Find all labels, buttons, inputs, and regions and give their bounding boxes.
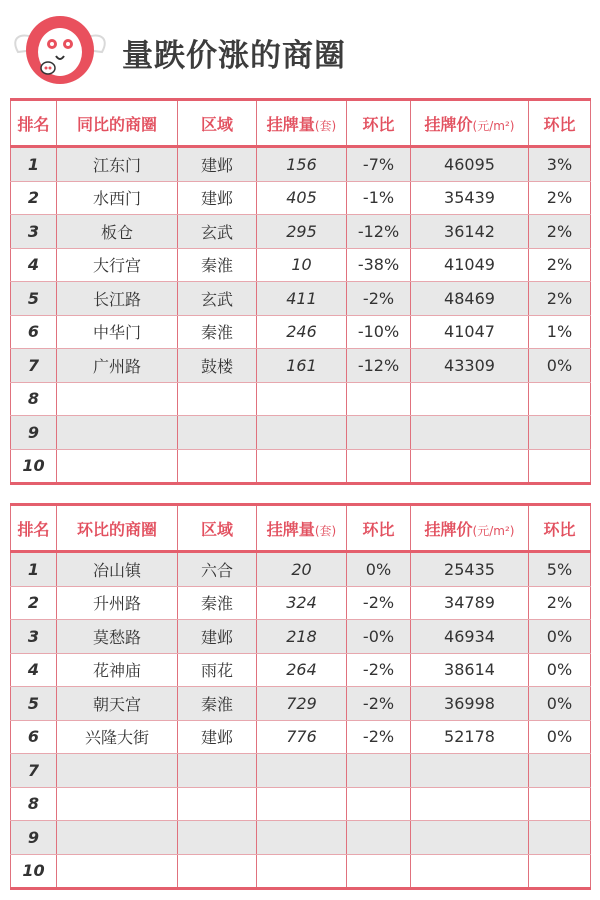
col-rank: 排名: [11, 100, 57, 147]
col-price-unit: (元/m²): [472, 118, 515, 133]
table-row: [11, 416, 591, 450]
table-row: [11, 687, 591, 721]
cell-price: [411, 787, 529, 821]
cell-price: [411, 449, 529, 484]
cell-price: 41047: [411, 315, 529, 349]
cell-listings-mom: [347, 449, 411, 484]
cell-listings-mom: [347, 382, 411, 416]
cell-district: 花神庙: [57, 653, 178, 687]
col-region: 区域: [178, 505, 257, 552]
cell-price: [411, 821, 529, 855]
cell-rank: 10: [11, 449, 57, 484]
col-price-mom: 环比: [529, 505, 591, 552]
cell-listings: [257, 416, 347, 450]
col-price-label: 挂牌价: [424, 114, 473, 134]
cell-rank: 4: [11, 653, 57, 687]
cell-listings: 246: [257, 315, 347, 349]
col-listings-label: 挂牌量: [266, 519, 315, 539]
table-row: [11, 787, 591, 821]
cell-district: 大行宫: [57, 248, 178, 282]
table-row: [11, 653, 591, 687]
cell-rank: 10: [11, 854, 57, 889]
cell-district: 长江路: [57, 282, 178, 316]
cell-listings: 20: [257, 552, 347, 587]
cell-price-mom: [529, 449, 591, 484]
cell-price-mom: 2%: [529, 282, 591, 316]
col-price-mom: 环比: [529, 100, 591, 147]
cell-listings-mom: -2%: [347, 653, 411, 687]
cell-region: [178, 854, 257, 889]
cell-listings-mom: -2%: [347, 282, 411, 316]
cell-listings: 264: [257, 653, 347, 687]
cell-rank: 6: [11, 315, 57, 349]
cell-listings: [257, 382, 347, 416]
cell-region: 建邺: [178, 720, 257, 754]
cell-district: 江东门: [57, 147, 178, 182]
col-price-unit: (元/m²): [472, 523, 515, 538]
cell-price: 36998: [411, 687, 529, 721]
cell-price-mom: 2%: [529, 586, 591, 620]
cell-listings-mom: [347, 821, 411, 855]
cell-price-mom: [529, 754, 591, 788]
table-row: [11, 282, 591, 316]
cell-listings-mom: [347, 854, 411, 889]
cell-region: 建邺: [178, 147, 257, 182]
table-row: [11, 620, 591, 654]
col-listings-label: 挂牌量: [266, 114, 315, 134]
cell-price-mom: 2%: [529, 181, 591, 215]
cell-listings: [257, 449, 347, 484]
cell-listings-mom: 0%: [347, 552, 411, 587]
table-row: [11, 586, 591, 620]
cell-listings-mom: -2%: [347, 687, 411, 721]
cell-region: [178, 416, 257, 450]
col-listings-unit: (套): [314, 118, 337, 133]
cell-district: [57, 754, 178, 788]
cell-district: [57, 416, 178, 450]
cell-listings: 156: [257, 147, 347, 182]
cell-region: [178, 754, 257, 788]
cell-listings: 411: [257, 282, 347, 316]
col-listings-unit: (套): [314, 523, 337, 538]
cell-listings: [257, 821, 347, 855]
cell-region: [178, 382, 257, 416]
cell-price: 48469: [411, 282, 529, 316]
cell-price: 46934: [411, 620, 529, 654]
cell-district: [57, 854, 178, 889]
cell-price-mom: [529, 787, 591, 821]
cell-price: 46095: [411, 147, 529, 182]
cell-region: [178, 787, 257, 821]
rabbit-mascot-logo-icon: [10, 10, 110, 88]
cell-rank: 7: [11, 754, 57, 788]
cell-district: 莫愁路: [57, 620, 178, 654]
cell-rank: 1: [11, 552, 57, 587]
table-header-row: [11, 505, 591, 552]
cell-price-mom: 0%: [529, 653, 591, 687]
cell-price: 35439: [411, 181, 529, 215]
cell-district: 水西门: [57, 181, 178, 215]
cell-region: 秦淮: [178, 248, 257, 282]
cell-region: 六合: [178, 552, 257, 587]
cell-district: 朝天宫: [57, 687, 178, 721]
cell-district: [57, 821, 178, 855]
cell-district: 兴隆大街: [57, 720, 178, 754]
cell-region: 秦淮: [178, 586, 257, 620]
cell-region: 秦淮: [178, 315, 257, 349]
cell-rank: 5: [11, 282, 57, 316]
page-title: 量跌价涨的商圈: [122, 38, 346, 74]
cell-price: 38614: [411, 653, 529, 687]
cell-price: 34789: [411, 586, 529, 620]
cell-price: [411, 416, 529, 450]
cell-rank: 3: [11, 215, 57, 249]
cell-district: [57, 787, 178, 821]
cell-price-mom: [529, 854, 591, 889]
cell-district: [57, 382, 178, 416]
cell-listings-mom: -12%: [347, 215, 411, 249]
cell-rank: 7: [11, 349, 57, 383]
cell-price: 41049: [411, 248, 529, 282]
cell-listings: 405: [257, 181, 347, 215]
cell-price-mom: 3%: [529, 147, 591, 182]
cell-listings: [257, 854, 347, 889]
col-rank: 排名: [11, 505, 57, 552]
table-row: [11, 248, 591, 282]
table-header-row: [11, 100, 591, 147]
cell-rank: 2: [11, 181, 57, 215]
col-region: 区域: [178, 100, 257, 147]
cell-price-mom: 0%: [529, 720, 591, 754]
cell-rank: 3: [11, 620, 57, 654]
cell-price: 25435: [411, 552, 529, 587]
cell-rank: 8: [11, 787, 57, 821]
cell-region: [178, 821, 257, 855]
page-header: [0, 0, 600, 95]
cell-price-mom: 2%: [529, 248, 591, 282]
cell-listings-mom: -12%: [347, 349, 411, 383]
cell-rank: 1: [11, 147, 57, 182]
cell-listings-mom: -1%: [347, 181, 411, 215]
cell-price-mom: 1%: [529, 315, 591, 349]
cell-listings: 324: [257, 586, 347, 620]
table-row: [11, 315, 591, 349]
cell-listings-mom: [347, 754, 411, 788]
col-district-mom: 环比的商圈: [57, 505, 178, 552]
table-row: [11, 854, 591, 889]
col-price: [411, 100, 529, 147]
cell-rank: 6: [11, 720, 57, 754]
cell-price: [411, 382, 529, 416]
cell-listings: 776: [257, 720, 347, 754]
cell-price-mom: [529, 821, 591, 855]
cell-listings-mom: -7%: [347, 147, 411, 182]
table-row: [11, 181, 591, 215]
cell-district: 广州路: [57, 349, 178, 383]
table-row: [11, 821, 591, 855]
cell-listings: 295: [257, 215, 347, 249]
cell-price: 43309: [411, 349, 529, 383]
cell-rank: 2: [11, 586, 57, 620]
cell-rank: 9: [11, 416, 57, 450]
cell-region: [178, 449, 257, 484]
cell-region: 玄武: [178, 215, 257, 249]
cell-rank: 8: [11, 382, 57, 416]
cell-district: [57, 449, 178, 484]
cell-price: 52178: [411, 720, 529, 754]
table-row: [11, 720, 591, 754]
same-period-table: [10, 98, 591, 485]
cell-listings: [257, 787, 347, 821]
table-row: [11, 349, 591, 383]
cell-rank: 9: [11, 821, 57, 855]
cell-district: 板仓: [57, 215, 178, 249]
cell-region: 建邺: [178, 181, 257, 215]
cell-district: 冶山镇: [57, 552, 178, 587]
cell-region: 玄武: [178, 282, 257, 316]
cell-price-mom: 0%: [529, 349, 591, 383]
cell-price-mom: [529, 416, 591, 450]
cell-price-mom: 2%: [529, 215, 591, 249]
cell-price-mom: [529, 382, 591, 416]
cell-price: 36142: [411, 215, 529, 249]
col-price: [411, 505, 529, 552]
month-on-month-table: [10, 503, 591, 890]
cell-district: 升州路: [57, 586, 178, 620]
cell-listings: [257, 754, 347, 788]
col-price-label: 挂牌价: [424, 519, 473, 539]
cell-price-mom: 5%: [529, 552, 591, 587]
table-row: [11, 147, 591, 182]
col-district-yoy: 同比的商圈: [57, 100, 178, 147]
table-row: [11, 215, 591, 249]
table-row: [11, 552, 591, 587]
cell-listings-mom: [347, 787, 411, 821]
cell-listings-mom: -2%: [347, 586, 411, 620]
table-row: [11, 449, 591, 484]
col-listings: [257, 505, 347, 552]
cell-price: [411, 854, 529, 889]
cell-district: 中华门: [57, 315, 178, 349]
cell-listings-mom: -38%: [347, 248, 411, 282]
cell-listings: 161: [257, 349, 347, 383]
cell-region: 秦淮: [178, 687, 257, 721]
cell-listings-mom: [347, 416, 411, 450]
cell-rank: 4: [11, 248, 57, 282]
col-mom: 环比: [347, 100, 411, 147]
cell-price: [411, 754, 529, 788]
cell-listings: 729: [257, 687, 347, 721]
col-listings: [257, 100, 347, 147]
cell-listings-mom: -0%: [347, 620, 411, 654]
cell-listings: 218: [257, 620, 347, 654]
cell-region: 雨花: [178, 653, 257, 687]
cell-listings-mom: -2%: [347, 720, 411, 754]
cell-price-mom: 0%: [529, 687, 591, 721]
col-mom: 环比: [347, 505, 411, 552]
cell-listings: 10: [257, 248, 347, 282]
cell-price-mom: 0%: [529, 620, 591, 654]
table-row: [11, 382, 591, 416]
cell-rank: 5: [11, 687, 57, 721]
cell-region: 鼓楼: [178, 349, 257, 383]
cell-region: 建邺: [178, 620, 257, 654]
cell-listings-mom: -10%: [347, 315, 411, 349]
table-row: [11, 754, 591, 788]
